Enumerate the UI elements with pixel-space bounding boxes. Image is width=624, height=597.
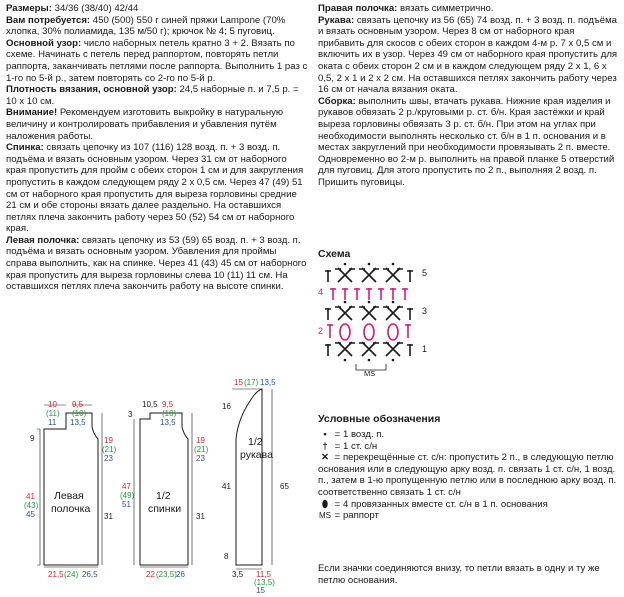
- legend-item: [318, 510, 618, 522]
- rightfront-text: вязать симметрично.: [397, 3, 494, 14]
- crossed-stitch-symbol: [335, 268, 355, 282]
- single-crochet-symbol: [407, 270, 413, 282]
- measure-label: 10: [48, 400, 57, 409]
- garment-diagrams: [0, 379, 312, 597]
- measure-label: 9,5: [162, 400, 174, 409]
- legend-note: Если значки соединяются внизу, то петли вязать в одну и ту же петлю основания.: [318, 563, 600, 586]
- measure-label: 11,5: [256, 570, 271, 579]
- measure-label: 41: [26, 492, 35, 501]
- single-crochet-symbol: [390, 288, 396, 300]
- crossed-stitch-symbol: [383, 268, 403, 282]
- cluster-icon: ⬮: [321, 498, 329, 510]
- measure-label: 13,5: [160, 418, 176, 427]
- legend-text: = перекрещённые ст. с/н: пропустить 2 п., в следующую петлю основания или в следующую арку возд. п. связать 1 ст. с/н, 1 возд. п., затем в 1-ю пропущенную петлю или в последнюю арку возд. п. соответственно связать 1 ст. с/н: [318, 452, 617, 498]
- attention-text: Рекомендуем изготовить выкройку в натуральную величину и контролировать прибавления и убавления путём наложения работы.: [6, 107, 284, 142]
- measure-label: 31: [104, 512, 113, 521]
- single-crochet-symbol: [407, 308, 413, 320]
- assembly-text: выполнить швы, втачать рукава. Нижние края изделия и рукавов обвязать 2 р./круговыми р. ст. б/н. Края застёжки и край выреза горловины обвязать 3 р. ст. б/н. При этом на углах при необходимости выполнять несколько ст. б/н в 1 п. основания и в местах закруглений при необходимости провязывать 2 п. вместе. Одновременно во 2-м р. выполнить на правой планке 5 отверстий для пуговиц. Для этого пропустить по 2 п., выполняя 2 возд. п. Пришить пуговицы.: [318, 95, 615, 188]
- measure-label: (49): [120, 491, 135, 500]
- left-text-column: [6, 3, 308, 293]
- single-crochet-symbol: [366, 288, 372, 300]
- single-crochet-symbol: [342, 288, 348, 300]
- measure-label: 15: [234, 379, 243, 387]
- piece-label: 1/2: [248, 436, 263, 448]
- measure-label: 51: [122, 500, 131, 509]
- row-number: 1: [422, 344, 428, 354]
- measure-label: (43): [24, 501, 39, 510]
- measure-label: (10): [72, 409, 87, 418]
- measure-label: (10): [162, 409, 177, 418]
- measure-label: (24): [64, 570, 79, 579]
- left-front-outline: [44, 413, 98, 565]
- crossed-stitch-symbol: [383, 306, 403, 320]
- measure-label: 8: [224, 552, 229, 561]
- measure-label: (23,5): [156, 570, 177, 579]
- measure-label: 21,5: [48, 570, 64, 579]
- legend-text: = раппорт: [334, 510, 379, 522]
- single-crochet-symbol: [330, 288, 336, 300]
- attention-label: Внимание!: [6, 107, 58, 119]
- assembly-paragraph: [318, 96, 618, 189]
- single-crochet-symbol: [325, 344, 331, 356]
- measure-label: 3,5: [232, 570, 244, 579]
- single-crochet-symbol: [354, 288, 360, 300]
- crossed-stitch-symbol: [335, 306, 355, 320]
- cluster-symbol: [364, 324, 374, 340]
- measure-label: 19: [104, 436, 113, 445]
- measure-label: 9: [30, 434, 35, 443]
- measure-label: (21): [194, 445, 209, 454]
- legend-text: = 4 провязанных вместе ст. с/н в 1 п. основания: [334, 498, 548, 510]
- single-crochet-symbol: [325, 308, 331, 320]
- measure-label: 26,5: [82, 570, 98, 579]
- legend-item: [318, 452, 618, 498]
- density-text: 24,5 наборные п. и 7,5 р. = 10 х 10 см.: [6, 84, 299, 107]
- attention-paragraph: [6, 107, 308, 142]
- yarn-paragraph: [6, 15, 308, 38]
- measure-label: (13,5): [254, 578, 275, 587]
- legend-text: = 1 возд. п.: [334, 429, 385, 440]
- single-crochet-symbol: [407, 344, 413, 356]
- sizes-label: Размеры:: [6, 3, 52, 14]
- single-crochet-symbol: [325, 270, 331, 282]
- crossed-stitch-symbol: [359, 342, 379, 356]
- measure-label: 13,5: [260, 379, 276, 387]
- rapport-label: MS: [364, 369, 376, 378]
- rightfront-paragraph: [318, 3, 618, 15]
- single-crochet-symbol: [378, 288, 384, 300]
- measure-label: 10,5: [142, 400, 158, 409]
- back-paragraph: [6, 142, 308, 235]
- pattern-paragraph: [6, 38, 308, 84]
- rightfront-label: Правая полочка:: [318, 3, 398, 14]
- measure-label: 9,5: [72, 400, 84, 409]
- sizes-text: 34/36 (38/40) 42/44: [51, 3, 139, 14]
- measure-label: 26: [176, 570, 185, 579]
- crossed-stitch-symbol: [359, 306, 379, 320]
- measure-label: (21): [102, 445, 117, 454]
- row-number: 4: [318, 287, 324, 297]
- sleeves-paragraph: [318, 15, 618, 96]
- crossed-stitch-symbol: [359, 268, 379, 282]
- back-text: связать цепочку из 107 (116) 128 возд. п. + 3 возд. п. подъёма и вязать основным узором. Через 31 см от наборного края пропустить для пройм с обеих сторон 1 см и для закругления пропустить в каждом следующем ряду 2 х 0,5 см. Через 47 (49) 51 см от наборного края пропустить для выреза горловины средние 21 см и обе стороны вязать далее раздельно. На оставшихся петлях плеча закончить работу через 50 (52) 54 см от наборного края.: [6, 142, 304, 235]
- pattern-label: Основной узор:: [6, 37, 82, 49]
- crossed-stitch-icon: ✕: [320, 452, 330, 464]
- measure-label: 45: [26, 510, 35, 519]
- crossed-stitch-symbol: [383, 342, 403, 356]
- density-label: Плотность вязания, основной узор:: [6, 84, 177, 96]
- density-paragraph: [6, 84, 308, 107]
- legend-text: = 1 ст. с/н: [334, 440, 378, 452]
- measure-label: 13,5: [70, 418, 86, 427]
- sleeve-outline: [236, 389, 262, 565]
- yarn-label: Вам потребуется:: [6, 14, 91, 26]
- right-text-column: [318, 3, 618, 189]
- row-number: 5: [422, 268, 428, 278]
- legend-item: [318, 499, 618, 511]
- legend-title: Условные обозначения: [318, 413, 441, 425]
- piece-label: рукава: [240, 449, 273, 461]
- measure-label: 65: [280, 482, 289, 491]
- crochet-scheme: [316, 260, 436, 378]
- measure-label: 47: [122, 482, 131, 491]
- cluster-symbol: [340, 324, 350, 340]
- measure-label: 31: [196, 512, 205, 521]
- sleeves-label: Рукава:: [318, 14, 355, 26]
- back-label: Спинка:: [6, 142, 44, 154]
- scheme-title: Схема: [318, 248, 351, 260]
- chain-dot-icon: •: [323, 429, 327, 440]
- cluster-symbol: [388, 324, 398, 340]
- rapport-symbol: MS: [319, 511, 331, 521]
- measure-label: 41: [222, 482, 231, 491]
- yarn-text: 450 (500) 550 г синей пряжи Lampone (70% хлопка, 30% полиамида, 135 м/50 г); крючок № 4; 5 пуговиц.: [6, 14, 286, 38]
- single-crochet-symbol: [402, 288, 408, 300]
- piece-label: спинки: [148, 503, 182, 515]
- sleeves-text: связать цепочку из 56 (65) 74 возд. п. + 3 возд. п. подъёма и вязать основным узором. Через 8 см от наборного края прибавить для скосов с обеих сторон в каждом 4-м р. 7 х 0,5 см и включить их в узор. Через 49 см от наборного края пропустить для оката с обеих сторон 2 см и в каждом следующем ряду 2 х 1, 6 х 0,5, 2 х 1 и 2 х 2 см. На оставшихся петлях закончить работу через 16 см от начала вязания оката.: [318, 14, 618, 96]
- assembly-label: Сборка:: [318, 95, 356, 107]
- leftfront-paragraph: [6, 235, 308, 293]
- leftfront-label: Левая полочка:: [6, 234, 80, 246]
- back-outline: [140, 413, 188, 565]
- row-number: 3: [422, 306, 428, 316]
- measure-label: 19: [196, 436, 205, 445]
- row-number: 2: [318, 326, 324, 336]
- pattern-text: число наборных петель кратно 3 + 2. Вязать по схеме. Начинать с петель перед раппортом, повторять петли раппорта, заканчивать петлями после раппорта. Выполнить 1 раз с 1-го по 5-й р., затем повторять со 2-го по 5-й р.: [6, 37, 308, 84]
- sizes-paragraph: [6, 3, 308, 15]
- measure-label: 23: [104, 454, 113, 463]
- single-crochet-icon: †: [322, 440, 328, 452]
- legend-item: [318, 429, 618, 441]
- piece-label: Левая: [54, 490, 84, 502]
- piece-label: полочка: [51, 503, 91, 515]
- piece-label: 1/2: [156, 490, 171, 502]
- measure-label: 16: [222, 402, 231, 411]
- measure-label: (11): [46, 409, 60, 418]
- measure-label: (17): [244, 379, 259, 387]
- crossed-stitch-symbol: [335, 342, 355, 356]
- legend: [318, 429, 618, 522]
- leftfront-text: связать цепочку из 53 (59) 65 возд. п. + 3 возд. п. подъёма и вязать основным узором. Убавления для проймы справа выполнить, как на спинке. Через 41 (43) 45 см от наборного края пропустить для выреза горловины слева 10 (11) 11 см. На оставшихся петлях плеча закончить работу на высоте спинки.: [6, 234, 307, 293]
- measure-label: 22: [146, 570, 155, 579]
- measure-label: 23: [196, 454, 205, 463]
- legend-item: [318, 441, 618, 453]
- measure-label: 15: [256, 586, 265, 595]
- measure-label: 11: [48, 418, 57, 427]
- measure-label: 3: [128, 410, 133, 419]
